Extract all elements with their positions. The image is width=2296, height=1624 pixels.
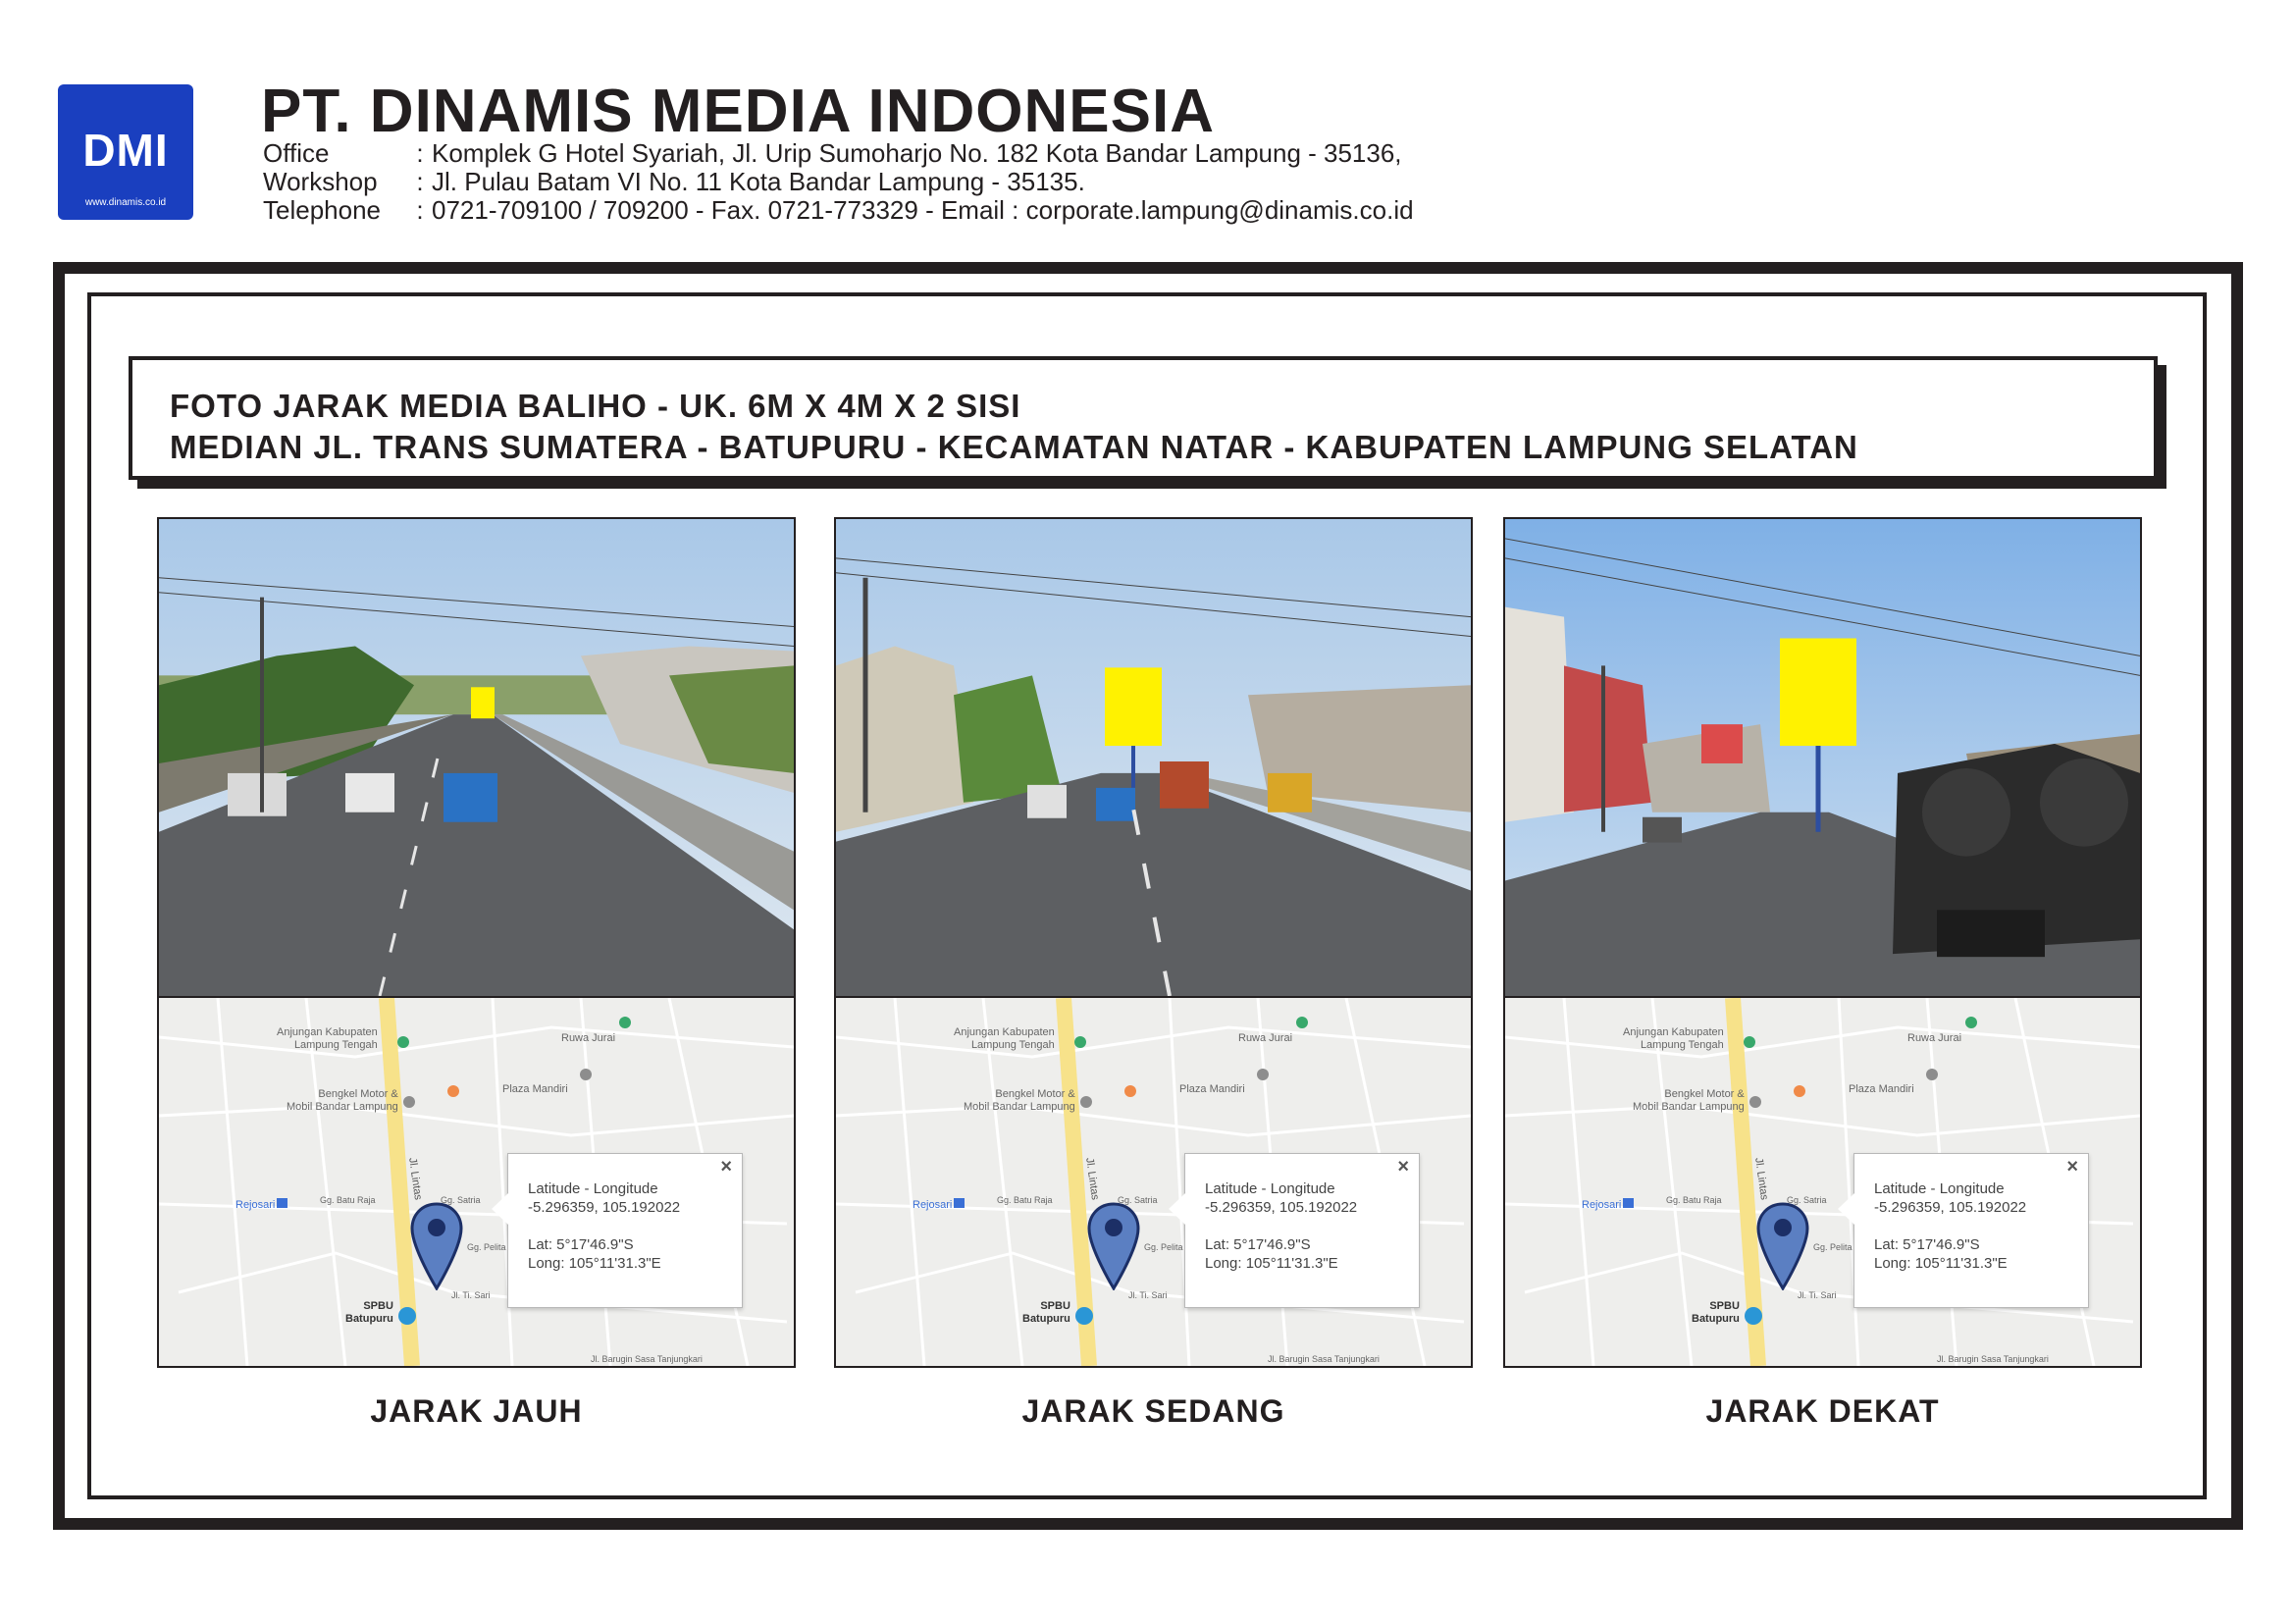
map-label-jl-ti-sari: Jl. Ti. Sari — [1798, 1290, 1837, 1300]
billboard-marker — [471, 687, 495, 718]
billboard-marker — [1780, 639, 1856, 747]
gas-station-icon — [398, 1307, 416, 1325]
poi-icon — [1965, 1017, 1977, 1028]
map-label-spbu: SPBU Batupuru — [1022, 1300, 1070, 1325]
map-label-rejosari: Rejosari — [913, 1199, 953, 1211]
contact-label: Workshop — [263, 167, 378, 196]
contact-label: Telephone — [263, 195, 381, 225]
contact-separator: : — [416, 138, 424, 168]
bus-stop-icon — [277, 1198, 287, 1208]
map-label-anjungan: Anjungan Kabupaten Lampung Tengah — [1623, 1026, 1724, 1051]
poi-icon — [1744, 1036, 1755, 1048]
street-photo-near — [1505, 519, 2140, 998]
contact-value: Komplek G Hotel Syariah, Jl. Urip Sumoharjo No. 182 Kota Bandar Lampung - 35136, — [432, 138, 1402, 168]
close-icon[interactable]: × — [720, 1156, 732, 1178]
map-label-gg-satria: Gg. Satria — [441, 1195, 481, 1205]
popup-lat: Lat: 5°17'46.9"S — [528, 1236, 634, 1253]
street-photo-far — [159, 519, 794, 998]
contact-workshop — [263, 168, 1414, 196]
map-label-jl-barugin: Jl. Barugin Sasa Tanjungkari — [591, 1354, 703, 1364]
map-label-bengkel: Bengkel Motor & Mobil Bandar Lampung — [287, 1088, 398, 1113]
caption-far: JARAK JAUH — [370, 1393, 583, 1429]
panel-near — [1503, 517, 2142, 1368]
panel-far — [157, 517, 796, 1368]
poi-icon — [1296, 1017, 1308, 1028]
popup-decimal: -5.296359, 105.192022 — [528, 1199, 681, 1216]
popup-heading: Latitude - Longitude — [1874, 1180, 2005, 1197]
map-label-rejosari: Rejosari — [1582, 1199, 1622, 1211]
poi-icon — [1926, 1069, 1938, 1080]
map-label-ruwa-jurai: Ruwa Jurai — [1238, 1032, 1293, 1044]
map-label-jl-ti-sari: Jl. Ti. Sari — [451, 1290, 491, 1300]
contact-block — [263, 139, 1414, 225]
popup-decimal: -5.296359, 105.192022 — [1205, 1199, 1358, 1216]
map-label-gg-satria: Gg. Satria — [1118, 1195, 1158, 1205]
map-label-jl-barugin: Jl. Barugin Sasa Tanjungkari — [1268, 1354, 1380, 1364]
popup-long: Long: 105°11'31.3"E — [528, 1255, 661, 1272]
map-label-gg-batu-raja: Gg. Batu Raja — [320, 1195, 376, 1205]
popup-decimal: -5.296359, 105.192022 — [1874, 1199, 2027, 1216]
poi-icon — [580, 1069, 592, 1080]
contact-value: Jl. Pulau Batam VI No. 11 Kota Bandar Lampung - 35135. — [432, 167, 1085, 196]
poi-icon — [403, 1096, 415, 1108]
map-label-jl-ti-sari: Jl. Ti. Sari — [1128, 1290, 1168, 1300]
company-name: PT. DINAMIS MEDIA INDONESIA — [261, 78, 1215, 145]
map-label-jl-barugin: Jl. Barugin Sasa Tanjungkari — [1937, 1354, 2049, 1364]
poi-icon — [1794, 1085, 1805, 1097]
map-label-bengkel: Bengkel Motor & Mobil Bandar Lampung — [1633, 1088, 1745, 1113]
map-label-ruwa-jurai: Ruwa Jurai — [561, 1032, 616, 1044]
contact-value: 0721-709100 / 709200 - Fax. 0721-773329 - Email : corporate.lampung@dinamis.co.id — [432, 195, 1414, 225]
coordinates-popup — [1853, 1153, 2089, 1308]
map-label-anjungan: Anjungan Kabupaten Lampung Tengah — [954, 1026, 1055, 1051]
popup-heading: Latitude - Longitude — [528, 1180, 658, 1197]
billboard-marker — [1105, 667, 1162, 746]
map-label-gg-pelita: Gg. Pelita — [1813, 1242, 1852, 1252]
close-icon[interactable]: × — [1397, 1156, 1409, 1178]
caption-medium: JARAK SEDANG — [1021, 1393, 1285, 1429]
map-label-spbu: SPBU Batupuru — [345, 1300, 393, 1325]
popup-lat: Lat: 5°17'46.9"S — [1874, 1236, 1980, 1253]
gas-station-icon — [1075, 1307, 1093, 1325]
title-line-2: MEDIAN JL. TRANS SUMATERA - BATUPURU - KECAMATAN NATAR - KABUPATEN LAMPUNG SELATAN — [170, 429, 1858, 465]
popup-lat: Lat: 5°17'46.9"S — [1205, 1236, 1311, 1253]
map-label-spbu: SPBU Batupuru — [1692, 1300, 1740, 1325]
contact-office — [263, 139, 1414, 168]
map-label-rejosari: Rejosari — [235, 1199, 276, 1211]
map-label-gg-pelita: Gg. Pelita — [1144, 1242, 1183, 1252]
map-label-anjungan: Anjungan Kabupaten Lampung Tengah — [277, 1026, 378, 1051]
map-label-plaza-mandiri: Plaza Mandiri — [502, 1083, 568, 1095]
map-label-gg-batu-raja: Gg. Batu Raja — [1666, 1195, 1722, 1205]
map-label-bengkel: Bengkel Motor & Mobil Bandar Lampung — [964, 1088, 1075, 1113]
map-label-gg-batu-raja: Gg. Batu Raja — [997, 1195, 1053, 1205]
bus-stop-icon — [1623, 1198, 1634, 1208]
map-label-plaza-mandiri: Plaza Mandiri — [1849, 1083, 1914, 1095]
poi-icon — [1257, 1069, 1269, 1080]
panel-medium — [834, 517, 1473, 1368]
map-label-road: Jl. Lintas — [1752, 1157, 1771, 1201]
caption-near: JARAK DEKAT — [1705, 1393, 1940, 1429]
popup-tail — [492, 1193, 508, 1225]
coordinates-popup — [507, 1153, 743, 1308]
map-pin-icon — [1756, 1202, 1809, 1290]
logo-url: www.dinamis.co.id — [84, 197, 167, 208]
poi-icon — [447, 1085, 459, 1097]
title-box — [129, 356, 2158, 480]
poi-icon — [1074, 1036, 1086, 1048]
popup-tail — [1838, 1193, 1854, 1225]
contact-separator: : — [416, 167, 424, 196]
poi-icon — [397, 1036, 409, 1048]
bus-stop-icon — [954, 1198, 965, 1208]
gas-station-icon — [1745, 1307, 1762, 1325]
poi-icon — [1124, 1085, 1136, 1097]
popup-long: Long: 105°11'31.3"E — [1874, 1255, 2008, 1272]
map-label-ruwa-jurai: Ruwa Jurai — [1907, 1032, 1962, 1044]
company-logo — [58, 84, 193, 220]
map-label-plaza-mandiri: Plaza Mandiri — [1179, 1083, 1245, 1095]
map-label-gg-satria: Gg. Satria — [1787, 1195, 1827, 1205]
poi-icon — [1749, 1096, 1761, 1108]
poi-icon — [619, 1017, 631, 1028]
street-photo-medium — [836, 519, 1471, 998]
map-pin-icon — [410, 1202, 463, 1290]
logo-text: DMI — [82, 125, 169, 176]
contact-label: Office — [263, 138, 330, 168]
poi-icon — [1080, 1096, 1092, 1108]
popup-tail — [1169, 1193, 1185, 1225]
contact-telephone — [263, 196, 1414, 225]
coordinates-popup — [1184, 1153, 1420, 1308]
popup-heading: Latitude - Longitude — [1205, 1180, 1335, 1197]
map-label-gg-pelita: Gg. Pelita — [467, 1242, 506, 1252]
map-pin-icon — [1087, 1202, 1140, 1290]
title-line-1: FOTO JARAK MEDIA BALIHO - UK. 6M X 4M X 2 SISI — [170, 388, 1021, 424]
contact-separator: : — [416, 195, 424, 225]
map-label-road: Jl. Lintas — [406, 1157, 425, 1201]
close-icon[interactable]: × — [2066, 1156, 2078, 1178]
map-label-road: Jl. Lintas — [1083, 1157, 1102, 1201]
popup-long: Long: 105°11'31.3"E — [1205, 1255, 1338, 1272]
